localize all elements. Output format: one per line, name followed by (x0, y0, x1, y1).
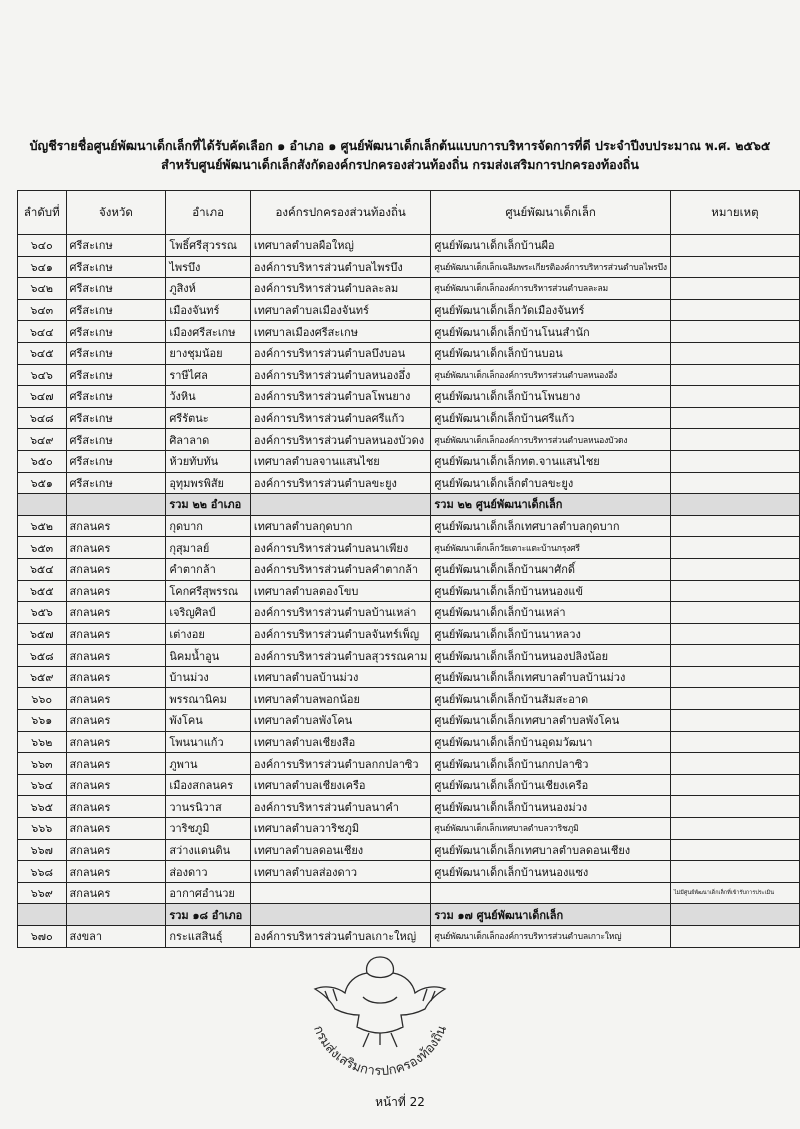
local-org-cell: องค์การบริหารส่วนตำบลกกปลาซิว (250, 753, 430, 775)
center-cell: ศูนย์พัฒนาเด็กเล็กบ้านหนองแข้ (431, 580, 670, 602)
remark-cell (670, 256, 799, 278)
remark-cell (670, 645, 799, 667)
remark-cell (670, 429, 799, 451)
district-cell: วานรนิวาส (166, 796, 251, 818)
center-cell: ศูนย์พัฒนาเด็กเล็กบ้านอุดมวัฒนา (431, 731, 670, 753)
center-cell: ศูนย์พัฒนาเด็กเล็กบ้านหนองปลิงน้อย (431, 645, 670, 667)
remark-cell (670, 558, 799, 580)
remark-cell (670, 537, 799, 559)
summary-empty-cell (18, 494, 67, 516)
remark-cell (670, 407, 799, 429)
remark-cell: ไม่มีศูนย์พัฒนาเด็กเล็กที่เข้ารับการประเมิน (670, 882, 799, 904)
remark-cell (670, 342, 799, 364)
center-cell: ศูนย์พัฒนาเด็กเล็กบ้านเหล่า (431, 602, 670, 624)
remark-cell (670, 602, 799, 624)
district-cell: บ้านม่วง (166, 666, 251, 688)
province-cell: สกลนคร (66, 774, 166, 796)
center-cell: ศูนย์พัฒนาเด็กเล็กบ้านส้มสะอาด (431, 688, 670, 710)
province-cell: สกลนคร (66, 558, 166, 580)
table-row (18, 235, 800, 257)
remark-cell (670, 515, 799, 537)
center-cell: ศูนย์พัฒนาเด็กเล็กองค์การบริหารส่วนตำบลหนองอึ่ง (431, 364, 670, 386)
province-cell: สกลนคร (66, 753, 166, 775)
province-cell: สกลนคร (66, 882, 166, 904)
table-row (18, 731, 800, 753)
district-cell: นิคมน้ำอูน (166, 645, 251, 667)
district-cell: อากาศอำนวย (166, 882, 251, 904)
table-row (18, 774, 800, 796)
district-cell: เมืองศรีสะเกษ (166, 321, 251, 343)
table-row (18, 688, 800, 710)
center-cell: ศูนย์พัฒนาเด็กเล็กเฉลิมพระเกียรติองค์การบริหารส่วนตำบลไพรบึง (431, 256, 670, 278)
province-cell: สกลนคร (66, 515, 166, 537)
center-cell: ศูนย์พัฒนาเด็กเล็กบ้านหนองแซง (431, 861, 670, 883)
order-cell: ๖๖๕ (18, 796, 67, 818)
table-row (18, 753, 800, 775)
local-org-cell: เทศบาลเมืองศรีสะเกษ (250, 321, 430, 343)
district-cell: ภูสิงห์ (166, 278, 251, 300)
local-org-cell: องค์การบริหารส่วนตำบลเกาะใหญ่ (250, 926, 430, 948)
header-center: ศูนย์พัฒนาเด็กเล็ก (431, 191, 670, 235)
local-org-cell: เทศบาลตำบลจานแสนไชย (250, 450, 430, 472)
province-cell: ศรีสะเกษ (66, 429, 166, 451)
table-row (18, 882, 800, 904)
local-org-cell: เทศบาลตำบลพังโคน (250, 710, 430, 732)
local-org-cell: องค์การบริหารส่วนตำบลละลม (250, 278, 430, 300)
remark-cell (670, 688, 799, 710)
remark-cell (670, 796, 799, 818)
table-row (18, 796, 800, 818)
center-cell: ศูนย์พัฒนาเด็กเล็กองค์การบริหารส่วนตำบลหนองบัวดง (431, 429, 670, 451)
seal-text: กรมส่งเสริมการปกครองท้องถิ่น (309, 1023, 451, 1080)
province-cell: ศรีสะเกษ (66, 321, 166, 343)
remark-cell (670, 710, 799, 732)
remark-cell (670, 450, 799, 472)
province-cell: สกลนคร (66, 710, 166, 732)
table-row (18, 623, 800, 645)
order-cell: ๖๖๔ (18, 774, 67, 796)
order-cell: ๖๔๐ (18, 235, 67, 257)
remark-cell (670, 472, 799, 494)
district-cell: กุดบาก (166, 515, 251, 537)
local-org-cell (250, 882, 430, 904)
local-org-cell: องค์การบริหารส่วนตำบลไพรบึง (250, 256, 430, 278)
table-row (18, 602, 800, 624)
province-cell: ศรีสะเกษ (66, 450, 166, 472)
order-cell: ๖๖๙ (18, 882, 67, 904)
local-org-cell: องค์การบริหารส่วนตำบลขะยูง (250, 472, 430, 494)
summary-empty-cell (66, 904, 166, 926)
table-row (18, 710, 800, 732)
local-org-cell: เทศบาลตำบลกุดบาก (250, 515, 430, 537)
center-cell: ศูนย์พัฒนาเด็กเล็กบ้านหนองม่วง (431, 796, 670, 818)
table-row (18, 299, 800, 321)
center-cell: ศูนย์พัฒนาเด็กเล็กบ้านโนนสำนัก (431, 321, 670, 343)
district-cell: ราษีไศล (166, 364, 251, 386)
remark-cell (670, 861, 799, 883)
province-cell: ศรีสะเกษ (66, 407, 166, 429)
summary-empty-cell (66, 494, 166, 516)
order-cell: ๖๔๑ (18, 256, 67, 278)
order-cell: ๖๕๖ (18, 602, 67, 624)
province-cell: สกลนคร (66, 796, 166, 818)
order-cell: ๖๔๘ (18, 407, 67, 429)
remark-cell (670, 666, 799, 688)
remark-cell (670, 299, 799, 321)
province-cell: สกลนคร (66, 580, 166, 602)
order-cell: ๖๖๘ (18, 861, 67, 883)
center-cell (431, 882, 670, 904)
center-cell: ศูนย์พัฒนาเด็กเล็กวัดเมืองจันทร์ (431, 299, 670, 321)
local-org-cell: องค์การบริหารส่วนตำบลนาคำ (250, 796, 430, 818)
local-org-cell: เทศบาลตำบลเชียงเครือ (250, 774, 430, 796)
table-row (18, 558, 800, 580)
table-row (18, 472, 800, 494)
order-cell: ๖๖๓ (18, 753, 67, 775)
order-cell: ๖๕๐ (18, 450, 67, 472)
local-org-cell: เทศบาลตำบลส่องดาว (250, 861, 430, 883)
province-cell: สกลนคร (66, 861, 166, 883)
table-row (18, 364, 800, 386)
remark-cell (670, 278, 799, 300)
center-cell: ศูนย์พัฒนาเด็กเล็กเทศบาลตำบลกุดบาก (431, 515, 670, 537)
district-cell: ศรีรัตนะ (166, 407, 251, 429)
province-cell: ศรีสะเกษ (66, 386, 166, 408)
district-cell: เมืองจันทร์ (166, 299, 251, 321)
order-cell: ๖๕๘ (18, 645, 67, 667)
province-cell: สงขลา (66, 926, 166, 948)
center-cell: ศูนย์พัฒนาเด็กเล็กวัยเตาะแตะบ้านกรุงศรี (431, 537, 670, 559)
district-cell: เมืองสกลนคร (166, 774, 251, 796)
header-local-org: องค์กรปกครองส่วนท้องถิ่น (250, 191, 430, 235)
table-body (18, 235, 800, 948)
remark-cell (670, 926, 799, 948)
district-cell: ยางชุมน้อย (166, 342, 251, 364)
province-cell: ศรีสะเกษ (66, 299, 166, 321)
remark-cell (670, 623, 799, 645)
center-list-table (17, 190, 800, 948)
summary-empty-cell (250, 494, 430, 516)
local-org-cell: เทศบาลตำบลผือใหญ่ (250, 235, 430, 257)
summary-dist-cell: รวม ๑๘ อำเภอ (166, 904, 251, 926)
district-cell: กุสุมาลย์ (166, 537, 251, 559)
district-cell: ศิลาลาด (166, 429, 251, 451)
remark-cell (670, 774, 799, 796)
province-cell: สกลนคร (66, 731, 166, 753)
remark-cell (670, 818, 799, 840)
order-cell: ๖๗๐ (18, 926, 67, 948)
center-cell: ศูนย์พัฒนาเด็กเล็กบ้านโพนยาง (431, 386, 670, 408)
order-cell: ๖๖๒ (18, 731, 67, 753)
center-cell: ศูนย์พัฒนาเด็กเล็กบ้านเชียงเครือ (431, 774, 670, 796)
center-cell: ศูนย์พัฒนาเด็กเล็กเทศบาลตำบลดอนเชียง (431, 839, 670, 861)
remark-cell (670, 386, 799, 408)
table-row (18, 861, 800, 883)
center-cell: ศูนย์พัฒนาเด็กเล็กทต.จานแสนไชย (431, 450, 670, 472)
province-cell: สกลนคร (66, 602, 166, 624)
remark-cell (670, 731, 799, 753)
district-cell: สว่างแดนดิน (166, 839, 251, 861)
order-cell: ๖๖๗ (18, 839, 67, 861)
summary-center-cell: รวม ๒๒ ศูนย์พัฒนาเด็กเล็ก (431, 494, 670, 516)
table-row (18, 839, 800, 861)
province-cell: สกลนคร (66, 818, 166, 840)
remark-cell (670, 839, 799, 861)
district-cell: วังหิน (166, 386, 251, 408)
summary-empty-cell (250, 904, 430, 926)
order-cell: ๖๖๑ (18, 710, 67, 732)
center-cell: ศูนย์พัฒนาเด็กเล็กบ้านกกปลาซิว (431, 753, 670, 775)
local-org-cell: เทศบาลตำบลตองโขบ (250, 580, 430, 602)
province-cell: ศรีสะเกษ (66, 278, 166, 300)
header-district: อำเภอ (166, 191, 251, 235)
department-seal-stamp (285, 935, 475, 1090)
remark-cell (670, 580, 799, 602)
center-cell: ศูนย์พัฒนาเด็กเล็กเทศบาลตำบลวาริชภูมิ (431, 818, 670, 840)
document-title-line1: บัญชีรายชื่อศูนย์พัฒนาเด็กเล็กที่ได้รับคัดเลือก ๑ อำเภอ ๑ ศูนย์พัฒนาเด็กเล็กต้นแบบการบริหารจัดการที่ดี ประจำปีงบประมาณ พ.ศ. ๒๕๖๕ (29, 138, 771, 153)
order-cell: ๖๖๖ (18, 818, 67, 840)
order-cell: ๖๔๕ (18, 342, 67, 364)
table-row (18, 429, 800, 451)
local-org-cell: เทศบาลตำบลเมืองจันทร์ (250, 299, 430, 321)
table-row (18, 537, 800, 559)
order-cell: ๖๕๔ (18, 558, 67, 580)
summary-dist-cell: รวม ๒๒ อำเภอ (166, 494, 251, 516)
province-cell: ศรีสะเกษ (66, 472, 166, 494)
table-header-row (18, 191, 800, 235)
order-cell: ๖๕๒ (18, 515, 67, 537)
local-org-cell: องค์การบริหารส่วนตำบลโพนยาง (250, 386, 430, 408)
local-org-cell: องค์การบริหารส่วนตำบลนาเพียง (250, 537, 430, 559)
local-org-cell: องค์การบริหารส่วนตำบลจันทร์เพ็ญ (250, 623, 430, 645)
table-row (18, 256, 800, 278)
district-cell: โพธิ์ศรีสุวรรณ (166, 235, 251, 257)
table-row (18, 342, 800, 364)
order-cell: ๖๖๐ (18, 688, 67, 710)
table-row (18, 386, 800, 408)
order-cell: ๖๔๖ (18, 364, 67, 386)
table-row (18, 515, 800, 537)
remark-cell (670, 321, 799, 343)
header-order: ลำดับที่ (18, 191, 67, 235)
local-org-cell: เทศบาลตำบลดอนเชียง (250, 839, 430, 861)
district-cell: กระแสสินธุ์ (166, 926, 251, 948)
table-row (18, 278, 800, 300)
center-cell: ศูนย์พัฒนาเด็กเล็กองค์การบริหารส่วนตำบลละลม (431, 278, 670, 300)
order-cell: ๖๕๙ (18, 666, 67, 688)
province-cell: สกลนคร (66, 666, 166, 688)
order-cell: ๖๕๑ (18, 472, 67, 494)
table-row (18, 666, 800, 688)
district-cell: วาริชภูมิ (166, 818, 251, 840)
order-cell: ๖๔๔ (18, 321, 67, 343)
local-org-cell: องค์การบริหารส่วนตำบลบึงบอน (250, 342, 430, 364)
local-org-cell: องค์การบริหารส่วนตำบลหนองบัวดง (250, 429, 430, 451)
local-org-cell: องค์การบริหารส่วนตำบลบ้านเหล่า (250, 602, 430, 624)
district-cell: พังโคน (166, 710, 251, 732)
remark-cell (670, 364, 799, 386)
district-cell: ภูพาน (166, 753, 251, 775)
center-cell: ศูนย์พัฒนาเด็กเล็กบ้านผาศักดิ์ (431, 558, 670, 580)
order-cell: ๖๔๙ (18, 429, 67, 451)
province-cell: สกลนคร (66, 645, 166, 667)
district-cell: เจริญศิลป์ (166, 602, 251, 624)
table-row (18, 321, 800, 343)
table-row (18, 645, 800, 667)
province-cell: สกลนคร (66, 537, 166, 559)
local-org-cell: องค์การบริหารส่วนตำบลหนองอึ่ง (250, 364, 430, 386)
summary-center-cell: รวม ๑๗ ศูนย์พัฒนาเด็กเล็ก (431, 904, 670, 926)
province-cell: สกลนคร (66, 623, 166, 645)
summary-empty-cell (670, 494, 799, 516)
province-cell: ศรีสะเกษ (66, 235, 166, 257)
table-row (18, 580, 800, 602)
order-cell: ๖๕๕ (18, 580, 67, 602)
center-cell: ศูนย์พัฒนาเด็กเล็กองค์การบริหารส่วนตำบลเกาะใหญ่ (431, 926, 670, 948)
order-cell: ๖๔๗ (18, 386, 67, 408)
local-org-cell: เทศบาลตำบลบ้านม่วง (250, 666, 430, 688)
province-cell: ศรีสะเกษ (66, 342, 166, 364)
center-cell: ศูนย์พัฒนาเด็กเล็กตำบลขะยูง (431, 472, 670, 494)
center-cell: ศูนย์พัฒนาเด็กเล็กบ้านผือ (431, 235, 670, 257)
center-cell: ศูนย์พัฒนาเด็กเล็กเทศบาลตำบลพังโคน (431, 710, 670, 732)
table-row (18, 407, 800, 429)
district-cell: ส่องดาว (166, 861, 251, 883)
remark-cell (670, 235, 799, 257)
province-cell: สกลนคร (66, 839, 166, 861)
summary-empty-cell (18, 904, 67, 926)
page-number: หน้าที่ 22 (375, 1095, 425, 1109)
order-cell: ๖๔๒ (18, 278, 67, 300)
province-cell: ศรีสะเกษ (66, 364, 166, 386)
district-cell: ไพรบึง (166, 256, 251, 278)
summary-row (18, 904, 800, 926)
district-cell: พรรณานิคม (166, 688, 251, 710)
district-cell: โคกศรีสุพรรณ (166, 580, 251, 602)
province-cell: สกลนคร (66, 688, 166, 710)
district-cell: เต่างอย (166, 623, 251, 645)
order-cell: ๖๔๓ (18, 299, 67, 321)
district-cell: อุทุมพรพิสัย (166, 472, 251, 494)
order-cell: ๖๕๗ (18, 623, 67, 645)
local-org-cell: องค์การบริหารส่วนตำบลสุวรรณคาม (250, 645, 430, 667)
summary-empty-cell (670, 904, 799, 926)
table-row (18, 818, 800, 840)
document-title-line2: สำหรับศูนย์พัฒนาเด็กเล็กสังกัดองค์กรปกครองส่วนท้องถิ่น กรมส่งเสริมการปกครองท้องถิ่น (161, 157, 639, 172)
table-row (18, 450, 800, 472)
center-cell: ศูนย์พัฒนาเด็กเล็กบ้านนาหลวง (431, 623, 670, 645)
summary-row (18, 494, 800, 516)
header-remark: หมายเหตุ (670, 191, 799, 235)
district-cell: โพนนาแก้ว (166, 731, 251, 753)
local-org-cell: องค์การบริหารส่วนตำบลศรีแก้ว (250, 407, 430, 429)
center-cell: ศูนย์พัฒนาเด็กเล็กบ้านศรีแก้ว (431, 407, 670, 429)
province-cell: ศรีสะเกษ (66, 256, 166, 278)
local-org-cell: เทศบาลตำบลพอกน้อย (250, 688, 430, 710)
order-cell: ๖๕๓ (18, 537, 67, 559)
center-cell: ศูนย์พัฒนาเด็กเล็กเทศบาลตำบลบ้านม่วง (431, 666, 670, 688)
district-cell: ห้วยทับทัน (166, 450, 251, 472)
local-org-cell: เทศบาลตำบลวาริชภูมิ (250, 818, 430, 840)
center-cell: ศูนย์พัฒนาเด็กเล็กบ้านบอน (431, 342, 670, 364)
local-org-cell: เทศบาลตำบลเชียงสือ (250, 731, 430, 753)
header-province: จังหวัด (66, 191, 166, 235)
remark-cell (670, 753, 799, 775)
district-cell: คำตากล้า (166, 558, 251, 580)
local-org-cell: องค์การบริหารส่วนตำบลคำตากล้า (250, 558, 430, 580)
